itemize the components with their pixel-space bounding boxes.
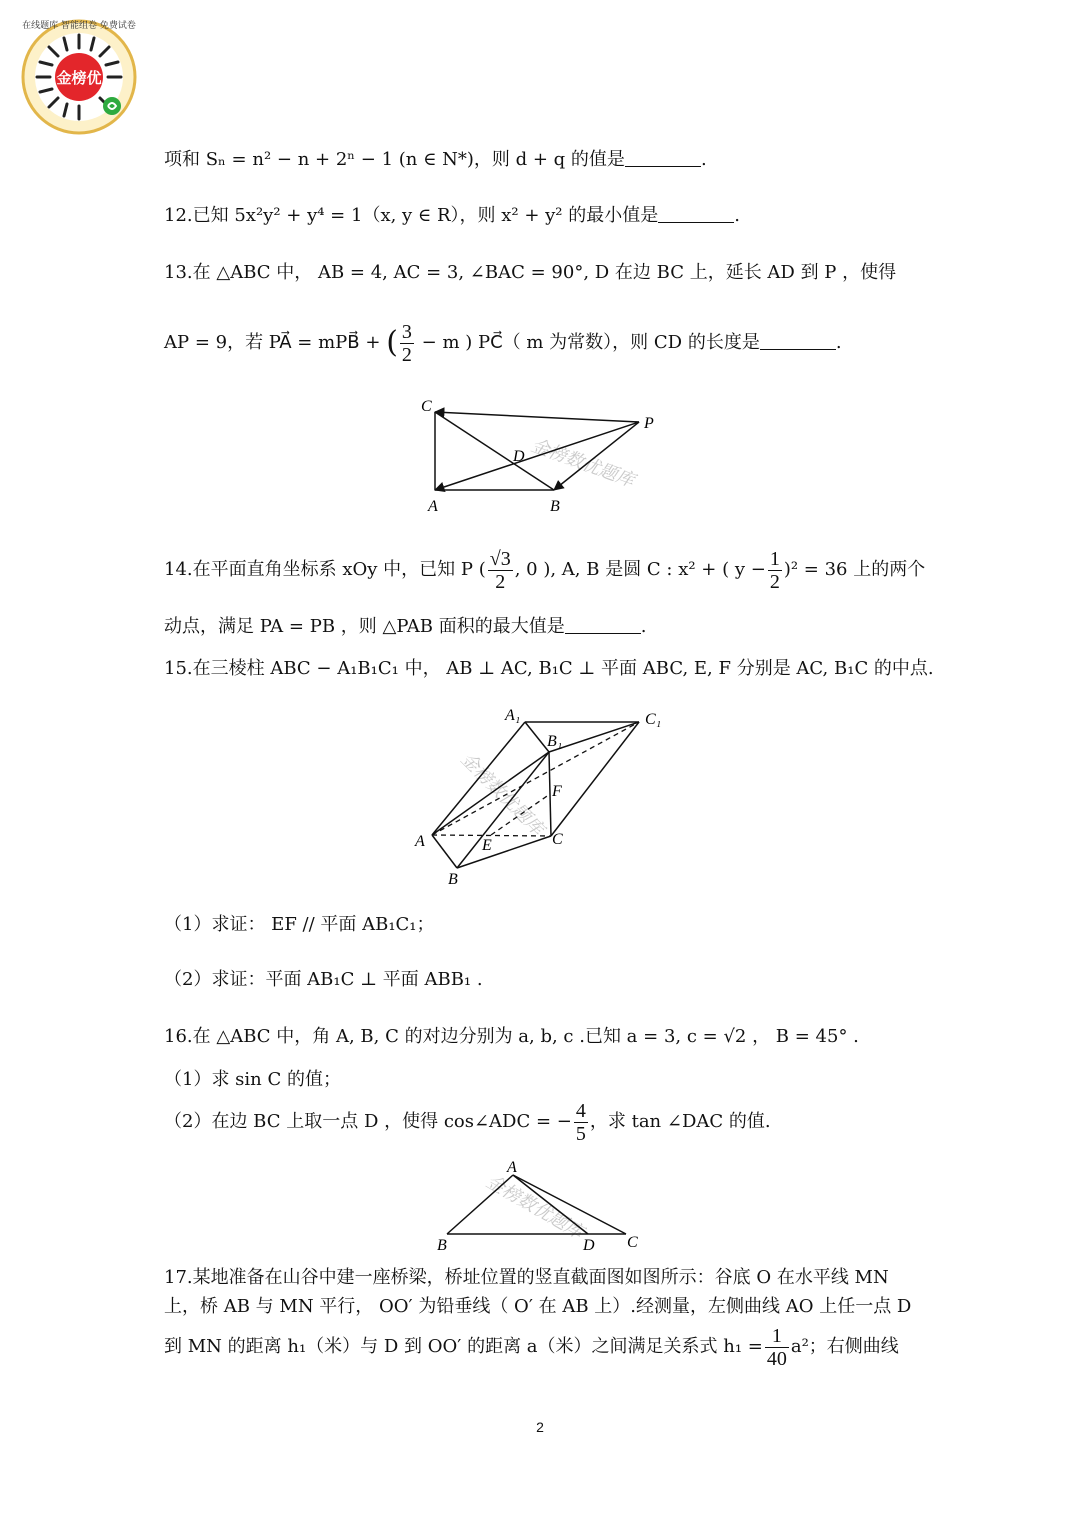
q13-text-2b: − m ) PC⃗（ m 为常数），则 CD 的长度是	[421, 332, 760, 353]
answer-blank	[760, 331, 836, 350]
q12-text: 12.已知 5x²y² + y⁴ = 1（x, y ∈ R），则 x² + y² 的最小值是	[164, 205, 659, 226]
answer-blank	[658, 204, 734, 223]
fraction-1-over-2: $\frac{1}{2}$	[769, 547, 780, 593]
q14-text-1a: 14.在平面直角坐标系 xOy 中，已知 P (	[164, 559, 486, 580]
q16-text: 16.在 △ABC 中，角 A, B, C 的对边分别为 a, b, c .已知 a = 3, c = √2 ， B = 45° .	[164, 1026, 859, 1047]
watermark-text: 金榜数优题库	[483, 1171, 587, 1243]
q15-part1-text: （1）求证： EF // 平面 AB₁C₁；	[164, 914, 435, 935]
q15-line	[164, 656, 934, 682]
answer-blank	[565, 615, 641, 634]
q14-text-1b: , 0 ), A, B 是圆 C : x² + ( y −	[514, 559, 766, 580]
label-B: B	[550, 498, 560, 515]
q14-line-1	[164, 544, 924, 596]
q13-line-2: AP = 9，若 PA⃗ = mPB⃗ + ( $\frac{3}{2}$ − m ) PC⃗（ m 为常数），则 CD 的长度是 .	[164, 320, 842, 366]
q14-text-2: 动点，满足 PA = PB ，则 △PAB 面积的最大值是	[164, 616, 565, 637]
q16-part2-text-b: ，求 tan ∠DAC 的值.	[589, 1111, 771, 1132]
q15-part1	[164, 912, 924, 938]
q15-part2	[164, 967, 924, 993]
page-number: 2	[536, 1419, 544, 1435]
jinbangyou-logo	[20, 18, 138, 136]
q16-part1-text: （1）求 sin C 的值；	[164, 1069, 341, 1090]
q14-text-1c: )² = 36 上的两个	[783, 559, 926, 580]
label-C: C	[627, 1234, 638, 1251]
label-C: C	[421, 398, 432, 415]
q13-text-2a: AP = 9，若 PA⃗ = mPB⃗ +	[164, 332, 381, 353]
q15-text: 15.在三棱柱 ABC − A₁B₁C₁ 中， AB ⊥ AC, B₁C ⊥ 平面 ABC, E, F 分别是 AC, B₁C 的中点.	[164, 658, 934, 679]
q17-text-3b: a²；右侧曲线	[790, 1336, 899, 1357]
q13-line-1	[164, 260, 924, 286]
label-C1: C₁	[645, 711, 662, 728]
q11-line: 项和 Sₙ = n² − n + 2ⁿ − 1 (n ∈ N*)，则 d + q 的值是 .	[164, 149, 707, 170]
q15-part2-text: （2）求证：平面 AB₁C ⊥ 平面 ABB₁ .	[164, 969, 483, 990]
label-E: E	[482, 837, 492, 854]
mini-program-icon	[103, 97, 121, 115]
watermark-text: 金榜数优题库	[457, 748, 548, 840]
figure-q16	[425, 1155, 655, 1255]
answer-blank	[625, 148, 701, 167]
q12-line: 12.已知 5x²y² + y⁴ = 1（x, y ∈ R），则 x² + y² 的最小值是 .	[164, 205, 740, 226]
label-P: P	[644, 415, 654, 432]
label-B1: B₁	[547, 733, 563, 750]
q17-text-3a: 到 MN 的距离 h₁（米）与 D 到 OO′ 的距离 a（米）之间满足关系式 h₁ =	[164, 1336, 763, 1357]
q16-line	[164, 1024, 924, 1050]
label-A: A	[415, 833, 425, 850]
figure-q13	[410, 390, 680, 520]
label-A: A	[428, 498, 438, 515]
fraction-3-over-2: $\frac{3}{2}$	[401, 320, 412, 366]
q16-part2-text-a: （2）在边 BC 上取一点 D ，使得 cos∠ADC = −	[164, 1111, 572, 1132]
label-B: B	[437, 1237, 447, 1254]
label-A1: A₁	[505, 707, 521, 724]
q17-line-3	[164, 1322, 924, 1372]
q16-part1	[164, 1067, 924, 1093]
q16-part2	[164, 1097, 924, 1147]
logo-brand-text: 金榜优	[56, 69, 102, 87]
label-C: C	[552, 831, 563, 848]
q17-text-2: 上，桥 AB 与 MN 平行， OO′ 为铅垂线（ O′ 在 AB 上）.经测量，左侧曲线 AO 上任一点 D	[164, 1296, 912, 1317]
label-A: A	[507, 1159, 517, 1176]
q13-text-1: 13.在 △ABC 中， AB = 4, AC = 3, ∠BAC = 90°, D 在边 BC 上，延长 AD 到 P ，使得	[164, 262, 897, 283]
watermark-text: 金榜数优题库	[528, 434, 637, 491]
fraction-root3-over-2: $\frac{√3}{2}$	[489, 547, 511, 593]
label-D: D	[513, 448, 525, 465]
label-B: B	[448, 871, 458, 888]
q17-line-1	[164, 1265, 924, 1291]
label-F: F	[552, 783, 562, 800]
q17-line-2	[164, 1294, 924, 1320]
fraction-1-over-40: $\frac{1}{40}$	[766, 1324, 787, 1370]
figure-q15	[410, 700, 680, 890]
logo-ring-text: 在线题库 智能组卷 免费试卷	[22, 21, 136, 31]
q11-text: 项和 Sₙ = n² − n + 2ⁿ − 1 (n ∈ N*)，则 d + q 的值是	[164, 149, 625, 170]
q17-text-1: 17.某地准备在山谷中建一座桥梁，桥址位置的竖直截面图如图所示：谷底 O 在水平线 MN	[164, 1267, 889, 1288]
q14-line-2: 动点，满足 PA = PB ，则 △PAB 面积的最大值是 .	[164, 616, 647, 637]
label-D: D	[583, 1237, 595, 1254]
fraction-4-over-5: $\frac{4}{5}$	[575, 1099, 586, 1145]
